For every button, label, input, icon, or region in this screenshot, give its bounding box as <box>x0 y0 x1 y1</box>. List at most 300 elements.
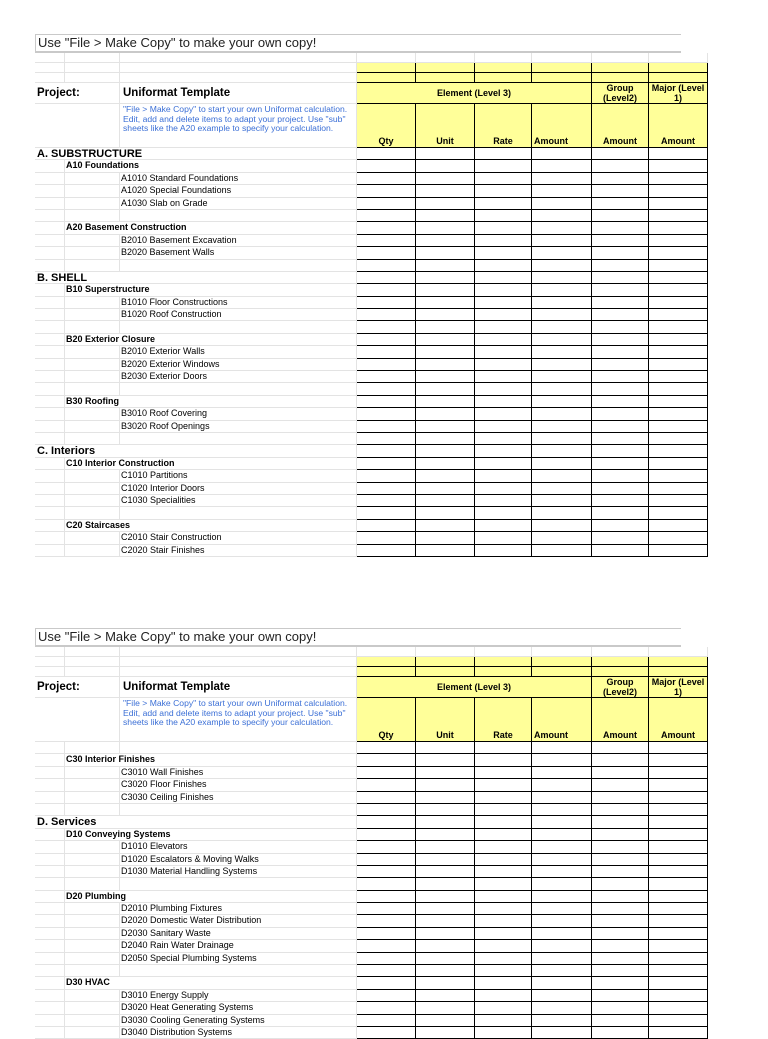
qty-cell[interactable] <box>357 829 416 841</box>
group-amount-cell[interactable] <box>592 754 649 766</box>
rate-cell[interactable] <box>475 1027 532 1039</box>
qty-cell[interactable] <box>357 990 416 1002</box>
amount-cell[interactable] <box>532 198 592 210</box>
unit-cell[interactable] <box>416 371 475 383</box>
group-amount-cell[interactable] <box>592 878 649 890</box>
group-amount-cell[interactable] <box>592 433 649 445</box>
major-amount-cell[interactable] <box>649 1015 708 1027</box>
unit-cell[interactable] <box>416 408 475 420</box>
amount-cell[interactable] <box>532 346 592 358</box>
qty-cell[interactable] <box>357 532 416 544</box>
unit-cell[interactable] <box>416 990 475 1002</box>
rate-cell[interactable] <box>475 779 532 791</box>
unit-cell[interactable] <box>416 309 475 321</box>
rate-cell[interactable] <box>475 767 532 779</box>
major-amount-cell[interactable] <box>649 222 708 234</box>
group-amount-cell[interactable] <box>592 742 649 754</box>
group-amount-cell[interactable] <box>592 532 649 544</box>
rate-cell[interactable] <box>475 483 532 495</box>
unit-cell[interactable] <box>416 779 475 791</box>
unit-cell[interactable] <box>416 854 475 866</box>
amount-cell[interactable] <box>532 458 592 470</box>
rate-cell[interactable] <box>475 396 532 408</box>
amount-cell[interactable] <box>532 421 592 433</box>
qty-cell[interactable] <box>357 841 416 853</box>
unit-cell[interactable] <box>416 545 475 557</box>
amount-cell[interactable] <box>532 1002 592 1014</box>
unit-cell[interactable] <box>416 334 475 346</box>
amount-cell[interactable] <box>532 160 592 172</box>
qty-cell[interactable] <box>357 470 416 482</box>
major-amount-cell[interactable] <box>649 235 708 247</box>
major-amount-cell[interactable] <box>649 779 708 791</box>
major-amount-cell[interactable] <box>649 210 708 222</box>
unit-cell[interactable] <box>416 903 475 915</box>
major-amount-cell[interactable] <box>649 433 708 445</box>
major-amount-cell[interactable] <box>649 198 708 210</box>
major-amount-cell[interactable] <box>649 470 708 482</box>
group-amount-cell[interactable] <box>592 359 649 371</box>
rate-cell[interactable] <box>475 841 532 853</box>
major-amount-cell[interactable] <box>649 359 708 371</box>
group-amount-cell[interactable] <box>592 816 649 828</box>
unit-cell[interactable] <box>416 445 475 457</box>
major-amount-cell[interactable] <box>649 742 708 754</box>
group-amount-cell[interactable] <box>592 915 649 927</box>
group-amount-cell[interactable] <box>592 779 649 791</box>
rate-cell[interactable] <box>475 458 532 470</box>
rate-cell[interactable] <box>475 359 532 371</box>
qty-cell[interactable] <box>357 173 416 185</box>
qty-cell[interactable] <box>357 545 416 557</box>
amount-cell[interactable] <box>532 148 592 160</box>
unit-cell[interactable] <box>416 742 475 754</box>
amount-cell[interactable] <box>532 470 592 482</box>
rate-cell[interactable] <box>475 235 532 247</box>
amount-cell[interactable] <box>532 334 592 346</box>
qty-cell[interactable] <box>357 816 416 828</box>
qty-cell[interactable] <box>357 260 416 272</box>
qty-cell[interactable] <box>357 433 416 445</box>
qty-cell[interactable] <box>357 272 416 284</box>
major-amount-cell[interactable] <box>649 507 708 519</box>
unit-cell[interactable] <box>416 148 475 160</box>
major-amount-cell[interactable] <box>649 953 708 965</box>
unit-cell[interactable] <box>416 866 475 878</box>
qty-cell[interactable] <box>357 915 416 927</box>
qty-cell[interactable] <box>357 483 416 495</box>
group-amount-cell[interactable] <box>592 804 649 816</box>
amount-cell[interactable] <box>532 779 592 791</box>
qty-cell[interactable] <box>357 445 416 457</box>
rate-cell[interactable] <box>475 495 532 507</box>
amount-cell[interactable] <box>532 940 592 952</box>
unit-cell[interactable] <box>416 495 475 507</box>
rate-cell[interactable] <box>475 816 532 828</box>
group-amount-cell[interactable] <box>592 222 649 234</box>
qty-cell[interactable] <box>357 977 416 989</box>
unit-cell[interactable] <box>416 235 475 247</box>
amount-cell[interactable] <box>532 965 592 977</box>
amount-cell[interactable] <box>532 792 592 804</box>
amount-cell[interactable] <box>532 359 592 371</box>
qty-cell[interactable] <box>357 334 416 346</box>
group-amount-cell[interactable] <box>592 841 649 853</box>
unit-cell[interactable] <box>416 940 475 952</box>
qty-cell[interactable] <box>357 495 416 507</box>
major-amount-cell[interactable] <box>649 483 708 495</box>
group-amount-cell[interactable] <box>592 903 649 915</box>
major-amount-cell[interactable] <box>649 841 708 853</box>
qty-cell[interactable] <box>357 284 416 296</box>
group-amount-cell[interactable] <box>592 977 649 989</box>
group-amount-cell[interactable] <box>592 928 649 940</box>
qty-cell[interactable] <box>357 297 416 309</box>
qty-cell[interactable] <box>357 792 416 804</box>
major-amount-cell[interactable] <box>649 829 708 841</box>
major-amount-cell[interactable] <box>649 792 708 804</box>
amount-cell[interactable] <box>532 878 592 890</box>
major-amount-cell[interactable] <box>649 816 708 828</box>
rate-cell[interactable] <box>475 334 532 346</box>
major-amount-cell[interactable] <box>649 532 708 544</box>
amount-cell[interactable] <box>532 408 592 420</box>
rate-cell[interactable] <box>475 433 532 445</box>
rate-cell[interactable] <box>475 160 532 172</box>
rate-cell[interactable] <box>475 990 532 1002</box>
major-amount-cell[interactable] <box>649 903 708 915</box>
major-amount-cell[interactable] <box>649 965 708 977</box>
qty-cell[interactable] <box>357 767 416 779</box>
major-amount-cell[interactable] <box>649 1002 708 1014</box>
unit-cell[interactable] <box>416 198 475 210</box>
unit-cell[interactable] <box>416 928 475 940</box>
major-amount-cell[interactable] <box>649 260 708 272</box>
major-amount-cell[interactable] <box>649 346 708 358</box>
unit-cell[interactable] <box>416 272 475 284</box>
unit-cell[interactable] <box>416 284 475 296</box>
group-amount-cell[interactable] <box>592 247 649 259</box>
unit-cell[interactable] <box>416 1027 475 1039</box>
unit-cell[interactable] <box>416 507 475 519</box>
qty-cell[interactable] <box>357 309 416 321</box>
group-amount-cell[interactable] <box>592 965 649 977</box>
qty-cell[interactable] <box>357 408 416 420</box>
major-amount-cell[interactable] <box>649 854 708 866</box>
qty-cell[interactable] <box>357 928 416 940</box>
amount-cell[interactable] <box>532 767 592 779</box>
group-amount-cell[interactable] <box>592 160 649 172</box>
group-amount-cell[interactable] <box>592 321 649 333</box>
qty-cell[interactable] <box>357 878 416 890</box>
amount-cell[interactable] <box>532 928 592 940</box>
group-amount-cell[interactable] <box>592 346 649 358</box>
unit-cell[interactable] <box>416 754 475 766</box>
qty-cell[interactable] <box>357 222 416 234</box>
qty-cell[interactable] <box>357 148 416 160</box>
group-amount-cell[interactable] <box>592 445 649 457</box>
rate-cell[interactable] <box>475 1015 532 1027</box>
qty-cell[interactable] <box>357 458 416 470</box>
major-amount-cell[interactable] <box>649 321 708 333</box>
major-amount-cell[interactable] <box>649 396 708 408</box>
amount-cell[interactable] <box>532 1015 592 1027</box>
major-amount-cell[interactable] <box>649 309 708 321</box>
qty-cell[interactable] <box>357 953 416 965</box>
rate-cell[interactable] <box>475 953 532 965</box>
rate-cell[interactable] <box>475 742 532 754</box>
rate-cell[interactable] <box>475 260 532 272</box>
group-amount-cell[interactable] <box>592 458 649 470</box>
amount-cell[interactable] <box>532 483 592 495</box>
group-amount-cell[interactable] <box>592 185 649 197</box>
unit-cell[interactable] <box>416 359 475 371</box>
unit-cell[interactable] <box>416 383 475 395</box>
rate-cell[interactable] <box>475 891 532 903</box>
unit-cell[interactable] <box>416 260 475 272</box>
major-amount-cell[interactable] <box>649 990 708 1002</box>
qty-cell[interactable] <box>357 1027 416 1039</box>
major-amount-cell[interactable] <box>649 383 708 395</box>
major-amount-cell[interactable] <box>649 940 708 952</box>
rate-cell[interactable] <box>475 272 532 284</box>
group-amount-cell[interactable] <box>592 334 649 346</box>
major-amount-cell[interactable] <box>649 247 708 259</box>
rate-cell[interactable] <box>475 829 532 841</box>
major-amount-cell[interactable] <box>649 334 708 346</box>
amount-cell[interactable] <box>532 272 592 284</box>
major-amount-cell[interactable] <box>649 495 708 507</box>
rate-cell[interactable] <box>475 408 532 420</box>
qty-cell[interactable] <box>357 371 416 383</box>
major-amount-cell[interactable] <box>649 371 708 383</box>
rate-cell[interactable] <box>475 309 532 321</box>
group-amount-cell[interactable] <box>592 408 649 420</box>
unit-cell[interactable] <box>416 1002 475 1014</box>
unit-cell[interactable] <box>416 483 475 495</box>
rate-cell[interactable] <box>475 148 532 160</box>
group-amount-cell[interactable] <box>592 421 649 433</box>
amount-cell[interactable] <box>532 433 592 445</box>
unit-cell[interactable] <box>416 953 475 965</box>
major-amount-cell[interactable] <box>649 173 708 185</box>
qty-cell[interactable] <box>357 1015 416 1027</box>
rate-cell[interactable] <box>475 346 532 358</box>
rate-cell[interactable] <box>475 928 532 940</box>
amount-cell[interactable] <box>532 520 592 532</box>
group-amount-cell[interactable] <box>592 520 649 532</box>
unit-cell[interactable] <box>416 247 475 259</box>
group-amount-cell[interactable] <box>592 854 649 866</box>
group-amount-cell[interactable] <box>592 260 649 272</box>
unit-cell[interactable] <box>416 816 475 828</box>
unit-cell[interactable] <box>416 396 475 408</box>
amount-cell[interactable] <box>532 953 592 965</box>
unit-cell[interactable] <box>416 915 475 927</box>
unit-cell[interactable] <box>416 520 475 532</box>
group-amount-cell[interactable] <box>592 1027 649 1039</box>
rate-cell[interactable] <box>475 940 532 952</box>
rate-cell[interactable] <box>475 878 532 890</box>
qty-cell[interactable] <box>357 359 416 371</box>
amount-cell[interactable] <box>532 383 592 395</box>
qty-cell[interactable] <box>357 247 416 259</box>
major-amount-cell[interactable] <box>649 272 708 284</box>
major-amount-cell[interactable] <box>649 928 708 940</box>
amount-cell[interactable] <box>532 371 592 383</box>
unit-cell[interactable] <box>416 891 475 903</box>
unit-cell[interactable] <box>416 321 475 333</box>
qty-cell[interactable] <box>357 346 416 358</box>
major-amount-cell[interactable] <box>649 408 708 420</box>
amount-cell[interactable] <box>532 173 592 185</box>
group-amount-cell[interactable] <box>592 495 649 507</box>
major-amount-cell[interactable] <box>649 520 708 532</box>
qty-cell[interactable] <box>357 507 416 519</box>
group-amount-cell[interactable] <box>592 1015 649 1027</box>
rate-cell[interactable] <box>475 247 532 259</box>
unit-cell[interactable] <box>416 210 475 222</box>
rate-cell[interactable] <box>475 470 532 482</box>
amount-cell[interactable] <box>532 754 592 766</box>
major-amount-cell[interactable] <box>649 977 708 989</box>
major-amount-cell[interactable] <box>649 545 708 557</box>
amount-cell[interactable] <box>532 891 592 903</box>
amount-cell[interactable] <box>532 297 592 309</box>
group-amount-cell[interactable] <box>592 866 649 878</box>
rate-cell[interactable] <box>475 445 532 457</box>
rate-cell[interactable] <box>475 222 532 234</box>
unit-cell[interactable] <box>416 965 475 977</box>
rate-cell[interactable] <box>475 284 532 296</box>
major-amount-cell[interactable] <box>649 160 708 172</box>
group-amount-cell[interactable] <box>592 284 649 296</box>
unit-cell[interactable] <box>416 346 475 358</box>
major-amount-cell[interactable] <box>649 754 708 766</box>
group-amount-cell[interactable] <box>592 792 649 804</box>
qty-cell[interactable] <box>357 754 416 766</box>
unit-cell[interactable] <box>416 160 475 172</box>
amount-cell[interactable] <box>532 284 592 296</box>
qty-cell[interactable] <box>357 891 416 903</box>
group-amount-cell[interactable] <box>592 371 649 383</box>
group-amount-cell[interactable] <box>592 767 649 779</box>
amount-cell[interactable] <box>532 260 592 272</box>
amount-cell[interactable] <box>532 185 592 197</box>
major-amount-cell[interactable] <box>649 421 708 433</box>
major-amount-cell[interactable] <box>649 297 708 309</box>
unit-cell[interactable] <box>416 185 475 197</box>
unit-cell[interactable] <box>416 470 475 482</box>
amount-cell[interactable] <box>532 742 592 754</box>
rate-cell[interactable] <box>475 532 532 544</box>
amount-cell[interactable] <box>532 854 592 866</box>
rate-cell[interactable] <box>475 792 532 804</box>
group-amount-cell[interactable] <box>592 483 649 495</box>
amount-cell[interactable] <box>532 816 592 828</box>
unit-cell[interactable] <box>416 878 475 890</box>
amount-cell[interactable] <box>532 532 592 544</box>
amount-cell[interactable] <box>532 321 592 333</box>
group-amount-cell[interactable] <box>592 383 649 395</box>
rate-cell[interactable] <box>475 804 532 816</box>
rate-cell[interactable] <box>475 383 532 395</box>
amount-cell[interactable] <box>532 545 592 557</box>
group-amount-cell[interactable] <box>592 545 649 557</box>
major-amount-cell[interactable] <box>649 284 708 296</box>
unit-cell[interactable] <box>416 1015 475 1027</box>
qty-cell[interactable] <box>357 160 416 172</box>
unit-cell[interactable] <box>416 977 475 989</box>
amount-cell[interactable] <box>532 990 592 1002</box>
rate-cell[interactable] <box>475 185 532 197</box>
rate-cell[interactable] <box>475 371 532 383</box>
major-amount-cell[interactable] <box>649 915 708 927</box>
rate-cell[interactable] <box>475 421 532 433</box>
amount-cell[interactable] <box>532 507 592 519</box>
unit-cell[interactable] <box>416 792 475 804</box>
rate-cell[interactable] <box>475 173 532 185</box>
group-amount-cell[interactable] <box>592 990 649 1002</box>
qty-cell[interactable] <box>357 965 416 977</box>
qty-cell[interactable] <box>357 866 416 878</box>
group-amount-cell[interactable] <box>592 1002 649 1014</box>
unit-cell[interactable] <box>416 433 475 445</box>
amount-cell[interactable] <box>532 309 592 321</box>
amount-cell[interactable] <box>532 235 592 247</box>
qty-cell[interactable] <box>357 421 416 433</box>
rate-cell[interactable] <box>475 507 532 519</box>
rate-cell[interactable] <box>475 321 532 333</box>
rate-cell[interactable] <box>475 903 532 915</box>
rate-cell[interactable] <box>475 545 532 557</box>
amount-cell[interactable] <box>532 222 592 234</box>
group-amount-cell[interactable] <box>592 173 649 185</box>
qty-cell[interactable] <box>357 383 416 395</box>
group-amount-cell[interactable] <box>592 953 649 965</box>
group-amount-cell[interactable] <box>592 507 649 519</box>
amount-cell[interactable] <box>532 1027 592 1039</box>
qty-cell[interactable] <box>357 742 416 754</box>
amount-cell[interactable] <box>532 841 592 853</box>
unit-cell[interactable] <box>416 829 475 841</box>
group-amount-cell[interactable] <box>592 470 649 482</box>
rate-cell[interactable] <box>475 854 532 866</box>
qty-cell[interactable] <box>357 185 416 197</box>
qty-cell[interactable] <box>357 520 416 532</box>
qty-cell[interactable] <box>357 198 416 210</box>
major-amount-cell[interactable] <box>649 1027 708 1039</box>
qty-cell[interactable] <box>357 396 416 408</box>
qty-cell[interactable] <box>357 210 416 222</box>
major-amount-cell[interactable] <box>649 866 708 878</box>
qty-cell[interactable] <box>357 235 416 247</box>
unit-cell[interactable] <box>416 767 475 779</box>
qty-cell[interactable] <box>357 940 416 952</box>
amount-cell[interactable] <box>532 396 592 408</box>
group-amount-cell[interactable] <box>592 198 649 210</box>
amount-cell[interactable] <box>532 915 592 927</box>
amount-cell[interactable] <box>532 247 592 259</box>
group-amount-cell[interactable] <box>592 297 649 309</box>
group-amount-cell[interactable] <box>592 272 649 284</box>
unit-cell[interactable] <box>416 421 475 433</box>
qty-cell[interactable] <box>357 779 416 791</box>
major-amount-cell[interactable] <box>649 767 708 779</box>
amount-cell[interactable] <box>532 804 592 816</box>
qty-cell[interactable] <box>357 903 416 915</box>
qty-cell[interactable] <box>357 1002 416 1014</box>
